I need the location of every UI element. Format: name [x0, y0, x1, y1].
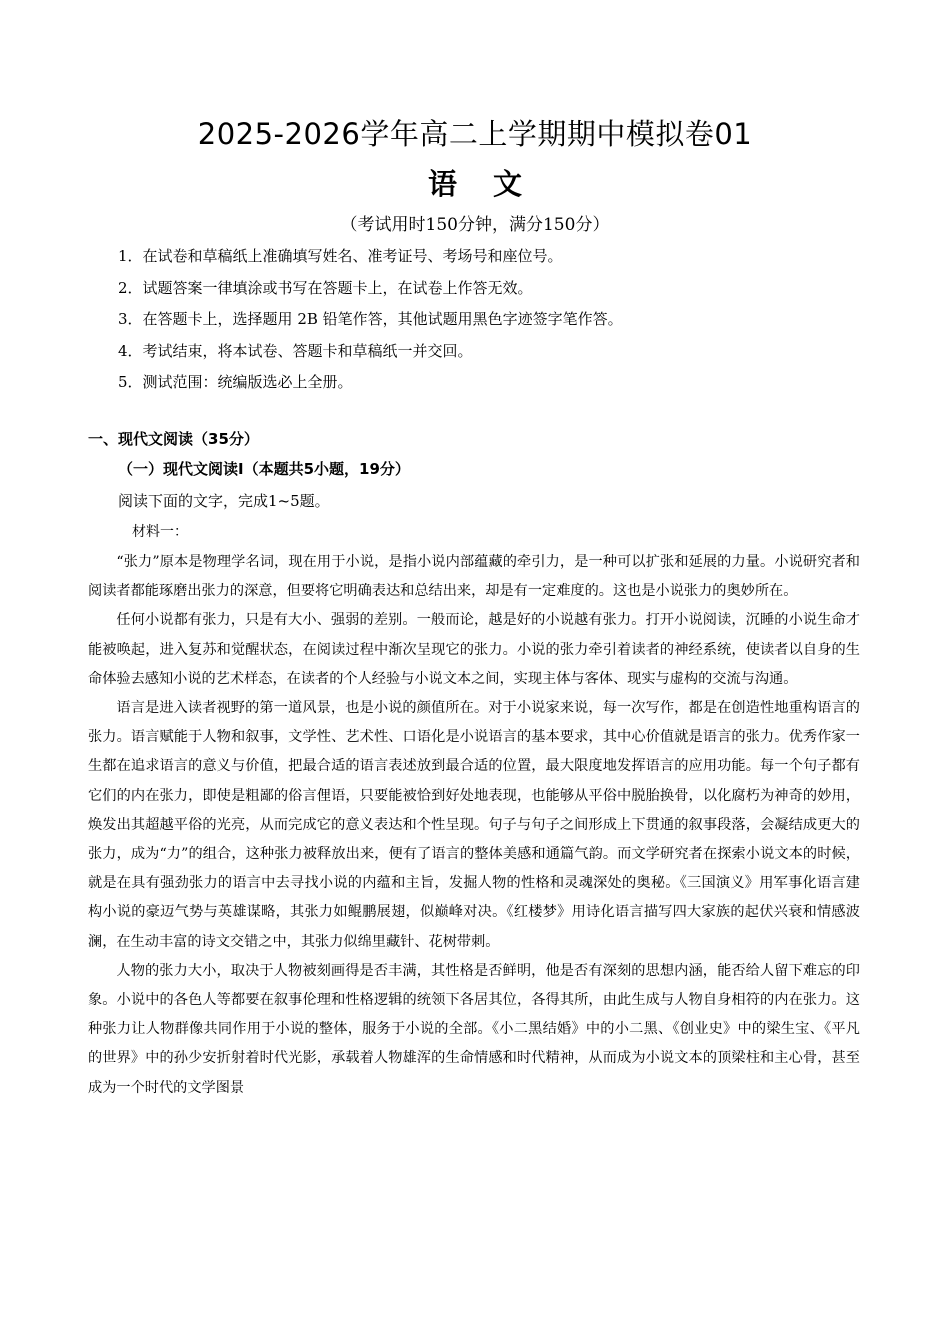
instruction-item: 1．在试卷和草稿纸上准确填写姓名、准考证号、考场号和座位号。	[118, 247, 563, 265]
instruction-item: 5．测试范围：统编版选必上全册。	[118, 373, 353, 391]
exam-title: 2025-2026学年高二上学期期中模拟卷01	[197, 117, 753, 151]
section-heading: 一、现代文阅读（35分）	[88, 430, 259, 448]
instructions-list	[118, 241, 623, 399]
instruction-item: 2．试题答案一律填涂或书写在答题卡上，在试卷上作答无效。	[118, 278, 533, 297]
passage-paragraph: “张力”原本是物理学名词，现在用于小说，是指小说内部蕴藏的牵引力，是一种可以扩张和延展的力量。小说研究者和阅读者都能琢磨出张力的深意，但要将它明确表达和总结出来，却是有一定难度的。这也是小说张力的奥妙所在。	[88, 554, 860, 600]
subject-char-right: 文	[493, 167, 523, 201]
subject-char-left: 语	[427, 167, 457, 201]
material-label: 材料一：	[132, 524, 188, 540]
reading-prompt: 阅读下面的文字，完成1~5题。	[118, 492, 330, 510]
instruction-item: 3．在答题卡上，选择题用 2B 铅笔作答，其他试题用黑色字迹签字笔作答。	[118, 310, 623, 328]
exam-duration-info: （考试用时150分钟，满分150分）	[340, 215, 610, 235]
passage-paragraph: 人物的张力大小，取决于人物被刻画得是否丰满，其性格是否鲜明，他是否有深刻的思想内涵，能否给人留下难忘的印象。小说中的各色人等都要在叙事伦理和性格逻辑的统领下各居其位，各得其所，由此生成与人物自身相符的内在张力。这种张力让人物群像共同作用于小说的整体，服务于小说的全部。《小二黑结婚》中的小二黑、《创业史》中的梁生宝、《平凡的世界》中的孙少安折射着时代光影，承载着人物雄浑的生命情感和时代精神，从而成为小说文本的顶梁柱和主心骨，甚至成为一个时代的文学图景	[88, 962, 860, 1096]
subsection-heading: （一）现代文阅读Ⅰ（本题共5小题，19分）	[118, 460, 410, 478]
instruction-item: 4．考试结束，将本试卷、答题卡和草稿纸一并交回。	[118, 341, 473, 360]
reading-passage	[88, 548, 860, 1103]
subject-title	[0, 162, 950, 203]
passage-paragraph: 任何小说都有张力，只是有大小、强弱的差别。一般而论，越是好的小说越有张力。打开小说阅读，沉睡的小说生命才能被唤起，进入复苏和觉醒状态，在阅读过程中渐次呈现它的张力。小说的张力牵引着读者的神经系统，使读者以自身的生命体验去感知小说的艺术样态，在读者的个人经验与小说文本之间，实现主体与客体、现实与虚构的交流与沟通。	[88, 612, 860, 687]
passage-paragraph: 语言是进入读者视野的第一道风景，也是小说的颜值所在。对于小说家来说，每一次写作，都是在创造性地重构语言的张力。语言赋能于人物和叙事，文学性、艺术性、口语化是小说语言的基本要求，其中心价值就是语言的张力。优秀作家一生都在追求语言的意义与价值，把最合适的语言表述放到最合适的位置，最大限度地发挥语言的应用功能。每一个句子都有它们的内在张力，即使是粗鄙的俗言俚语，只要能被恰到好处地表现，也能够从平俗中脱胎换骨，以化腐朽为神奇的妙用，焕发出其超越平俗的光亮，从而完成它的意义表达和个性呈现。句子与句子之间形成上下贯通的叙事段落，会凝结成更大的张力，成为“力”的组合，这种张力被释放出来，便有了语言的整体美感和通篇气韵。而文学研究者在探索小说文本的时候，就是在具有强劲张力的语言中去寻找小说的内蕴和主旨，发掘人物的性格和灵魂深处的奥秘。《三国演义》用军事化语言建构小说的豪迈气势与英雄谋略，其张力如鲲鹏展翅，似巅峰对决。《红楼梦》用诗化语言描写四大家族的起伏兴衰和情感波澜，在生动丰富的诗文交错之中，其张力似绵里藏针、花树带刺。	[88, 700, 860, 950]
